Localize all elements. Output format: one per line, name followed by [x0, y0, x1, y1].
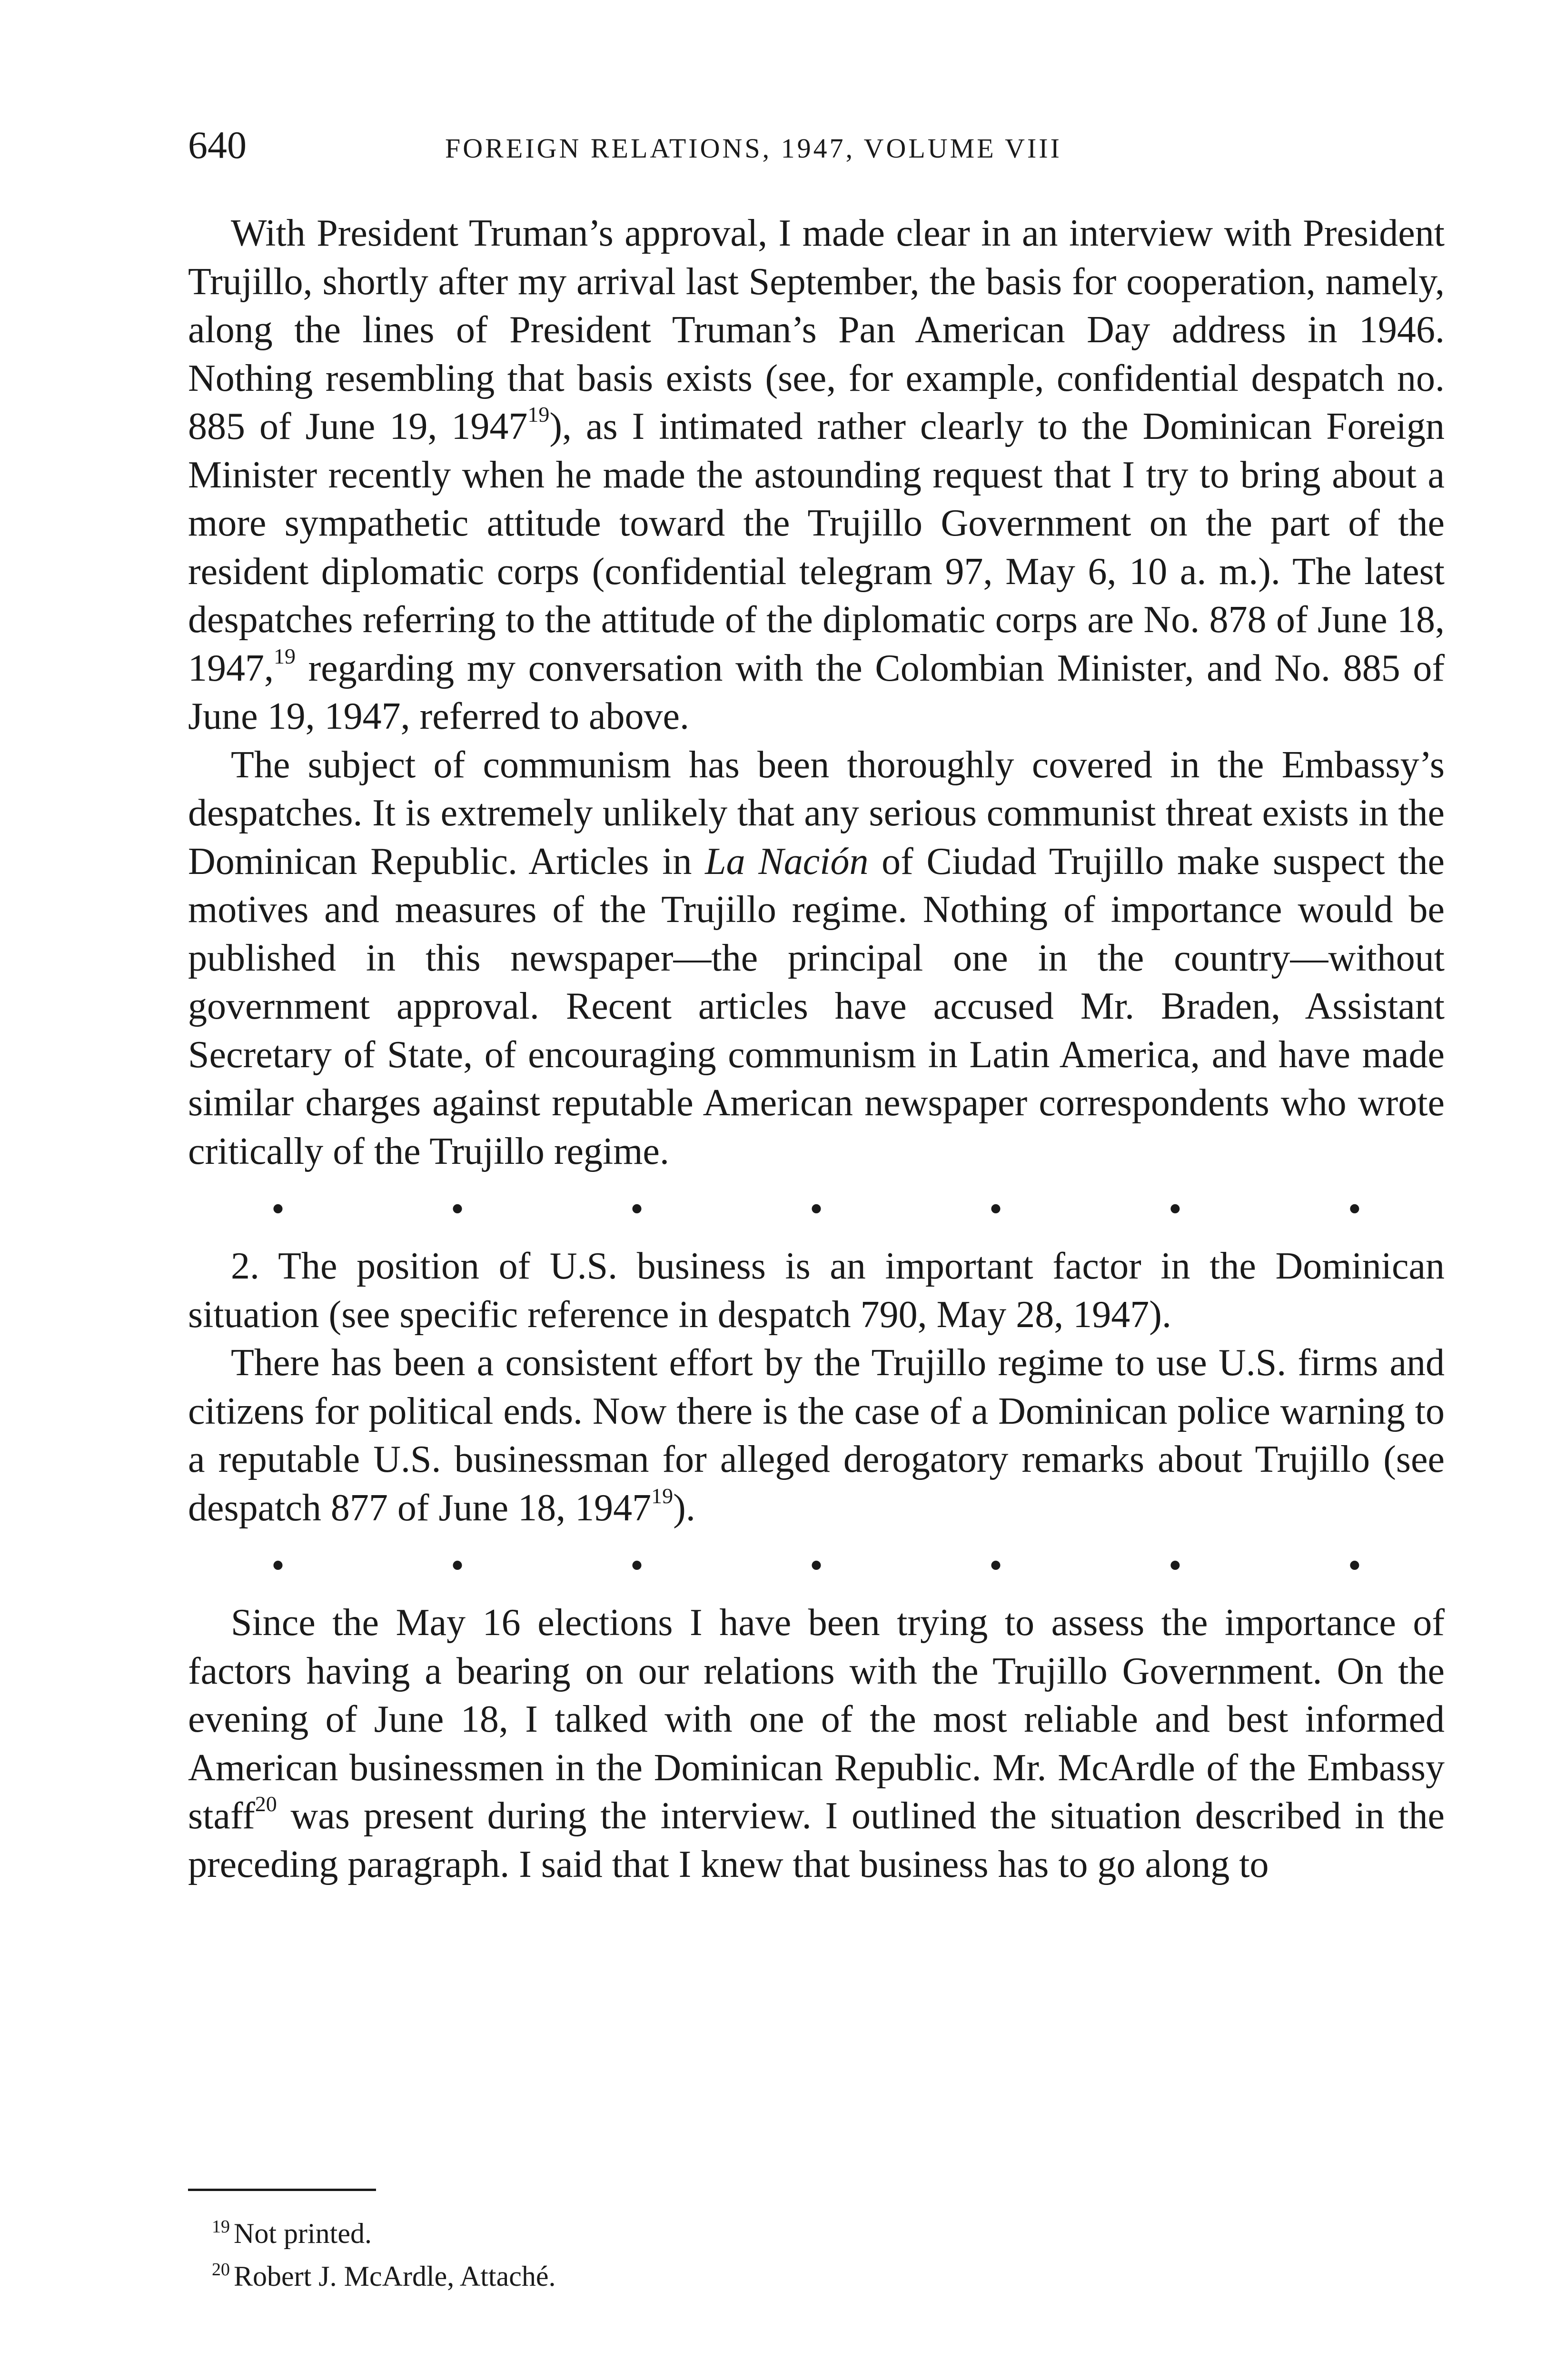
footnote-mark: 20	[212, 2260, 230, 2280]
page-header	[188, 121, 1445, 174]
page-number: 640	[188, 123, 247, 167]
ellipsis-dot: •	[989, 1545, 1002, 1587]
footnote-ref: 19	[651, 1483, 674, 1508]
ellipsis-dot: •	[630, 1545, 644, 1587]
ellipsis-dot: •	[989, 1188, 1002, 1230]
ellipsis-dot: •	[1348, 1545, 1361, 1587]
ellipsis-dot: •	[809, 1545, 823, 1587]
paragraph-text: was present during the interview. I outlined the situation described in the preceding paragraph. I said that I knew that business has to go along to	[188, 1795, 1445, 1885]
paragraph-text: of Ciudad Trujillo make suspect the motives and measures of the Trujillo regime. Nothing of importance would be published in this newspaper—the principal one in the country—without government approval. Recent articles have accused Mr. Braden, Assistant Secretary of State, of encouraging communism in Latin America, and have made similar charges against reputable American newspaper correspondents who wrote critically of the Trujillo regime.	[188, 840, 1445, 1172]
ellipsis-dot: •	[271, 1188, 285, 1230]
paragraph-text: There has been a consistent effort by the Trujillo regime to use U.S. firms and citizens for political ends. Now there is the case of a Dominican police warning to a reputable U.S. businessman for alleged derogatory remarks about Trujillo (see despatch 877 of June 18, 1947	[188, 1342, 1445, 1529]
paragraph-text: regarding my conversation with the Colombian Minister, and No. 885 of June 19, 1947, referred to above.	[188, 647, 1445, 737]
footnote-19	[212, 2209, 1402, 2251]
paragraph-may-elections	[188, 1599, 1445, 1889]
paragraph-text: ), as I intimated rather clearly to the Dominican Foreign Minister recently when he made the astounding request that I try to bring about a more sympathetic attitude toward the Trujillo Government on the part of the resident diplomatic corps (confidential telegram 97, May 6, 10 a. m.). The latest despatches referring to the attitude of the diplomatic corps are No. 878 of June 18, 1947,	[188, 406, 1445, 689]
paragraph-communism	[188, 741, 1445, 1176]
body-text	[188, 209, 1445, 1889]
ellipsis-dot: •	[630, 1188, 644, 1230]
newspaper-title: La Nación	[705, 840, 869, 883]
paragraph-truman-approval	[188, 209, 1445, 741]
paragraph-trujillo-regime	[188, 1339, 1445, 1532]
paragraph-text: The subject of communism has been thoroughly covered in the Embassy’s despatches. It is extremely unlikely that any serious communist threat exists in the Dominican Republic. Articles in	[188, 744, 1445, 883]
footnote-ref: 20	[255, 1792, 277, 1816]
omission-ellipsis	[188, 1532, 1445, 1599]
ellipsis-dot: •	[1348, 1188, 1361, 1230]
omission-ellipsis	[188, 1176, 1445, 1242]
ellipsis-dot: •	[1168, 1188, 1182, 1230]
ellipsis-dot: •	[809, 1188, 823, 1230]
ellipsis-dot: •	[450, 1545, 464, 1587]
ellipsis-dot: •	[271, 1545, 285, 1587]
footnote-text: Robert J. McArdle, Attaché.	[234, 2261, 556, 2292]
footnotes	[212, 2209, 1402, 2294]
ellipsis-dot: •	[1168, 1545, 1182, 1587]
ellipsis-dot: •	[450, 1188, 464, 1230]
footnote-ref: 19	[527, 402, 550, 426]
footnote-ref: 19	[274, 644, 296, 668]
paragraph-text: Since the May 16 elections I have been trying to assess the importance of factors having a bearing on our relations with the Trujillo Government. On the evening of June 18, I talked with one of the most reliable and best informed American businessmen in the Dominican Republic. Mr. McArdle of the Embassy staff	[188, 1602, 1445, 1837]
paragraph-us-business: 2. The position of U.S. business is an important factor in the Dominican situation (see specific reference in despatch 790, May 28, 1947).	[188, 1245, 1445, 1336]
paragraph-text: With President Truman’s approval, I made clear in an interview with President Trujillo, shortly after my arrival last September, the basis for cooperation, namely, along the lines of President Truman’s Pan American Day address in 1946. Nothing resembling that basis exists (see, for example, confidential despatch no. 885 of June 19, 1947	[188, 212, 1445, 447]
footnote-20	[212, 2251, 1402, 2294]
footnote-text: Not printed.	[234, 2218, 372, 2249]
footnote-divider	[188, 2189, 376, 2191]
running-head: FOREIGN RELATIONS, 1947, VOLUME VIII	[445, 133, 1062, 164]
footnote-mark: 19	[212, 2217, 230, 2237]
paragraph-text: ).	[673, 1487, 695, 1529]
